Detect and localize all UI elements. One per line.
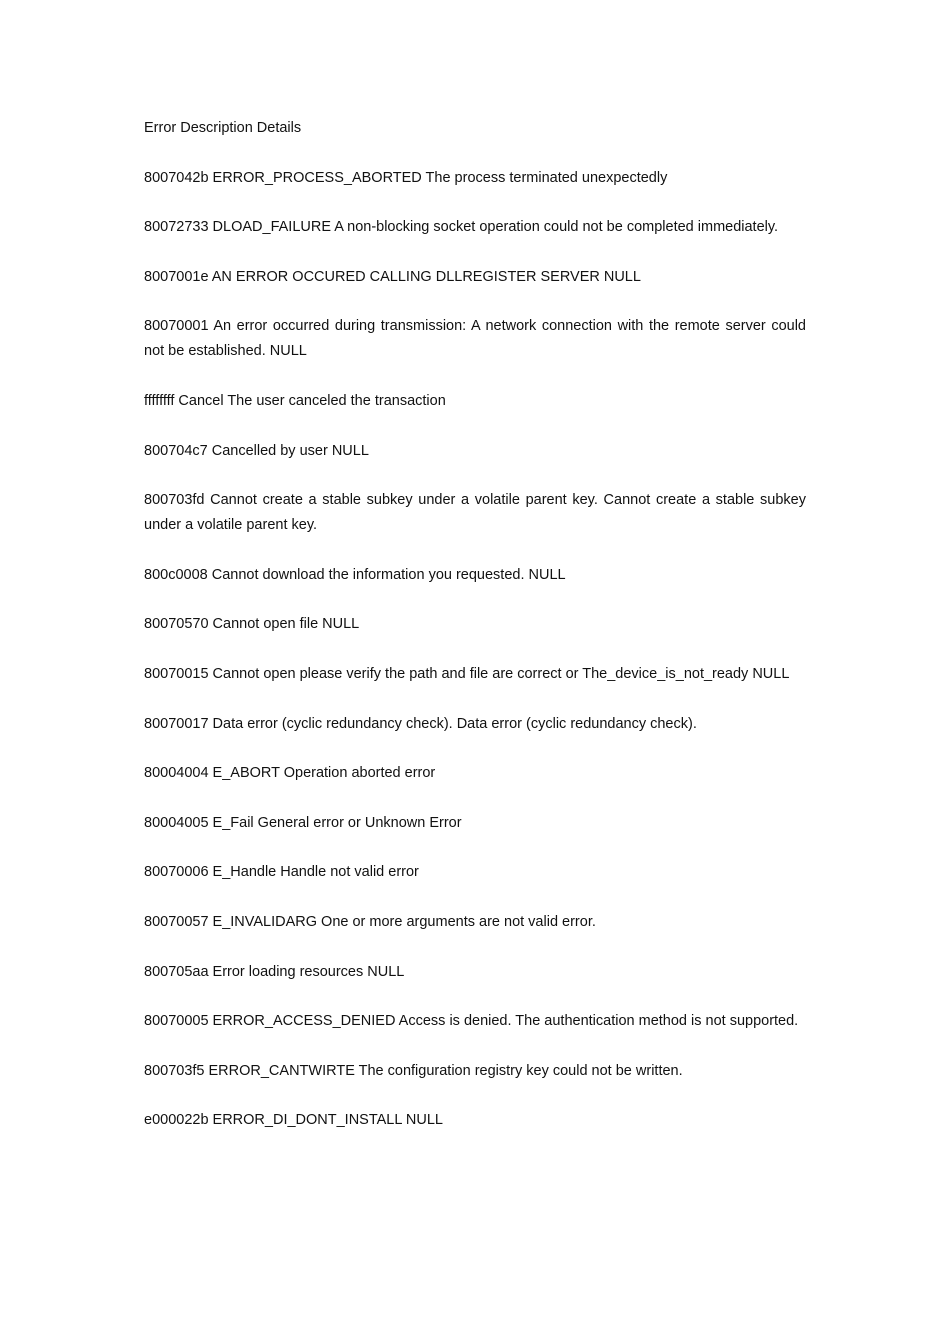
- error-entry: 80004005 E_Fail General error or Unknown Error: [144, 814, 462, 831]
- error-entry: ffffffff Cancel The user canceled the transaction: [144, 392, 446, 409]
- error-entry: 80004004 E_ABORT Operation aborted error: [144, 765, 436, 782]
- error-entry: 800c0008 Cannot download the information you requested. NULL: [144, 566, 566, 583]
- error-entry: 800705aa Error loading resources NULL: [144, 963, 405, 980]
- error-entry: 80072733 DLOAD_FAILURE A non-blocking socket operation could not be completed immediately.: [144, 219, 779, 236]
- error-entry: e000022b ERROR_DI_DONT_INSTALL NULL: [144, 1112, 443, 1129]
- document-body: [144, 116, 806, 1158]
- error-entry: 80070015 Cannot open please verify the path and file are correct or The_device_is_not_ready NULL: [144, 665, 790, 682]
- error-entry: 80070006 E_Handle Handle not valid error: [144, 864, 419, 881]
- error-entry: 80070057 E_INVALIDARG One or more arguments are not valid error.: [144, 913, 596, 930]
- error-entry: 8007001e AN ERROR OCCURED CALLING DLLREGISTER SERVER NULL: [144, 268, 641, 285]
- error-entry: 80070570 Cannot open file NULL: [144, 616, 360, 633]
- error-entry: 8007042b ERROR_PROCESS_ABORTED The process terminated unexpectedly: [144, 169, 668, 186]
- error-entry: 80070001 An error occurred during transmission: A network connection with the remote server could not be established. NULL: [144, 318, 806, 360]
- error-entry: 800703fd Cannot create a stable subkey under a volatile parent key. Cannot create a stable subkey under a volatile parent key.: [144, 492, 806, 534]
- error-entry: 800704c7 Cancelled by user NULL: [144, 442, 369, 459]
- error-entry: 800703f5 ERROR_CANTWIRTE The configuration registry key could not be written.: [144, 1062, 683, 1079]
- document-heading: Error Description Details: [144, 120, 302, 136]
- error-entry: 80070005 ERROR_ACCESS_DENIED Access is denied. The authentication method is not supported.: [144, 1013, 799, 1030]
- error-entry: 80070017 Data error (cyclic redundancy check). Data error (cyclic redundancy check).: [144, 715, 697, 732]
